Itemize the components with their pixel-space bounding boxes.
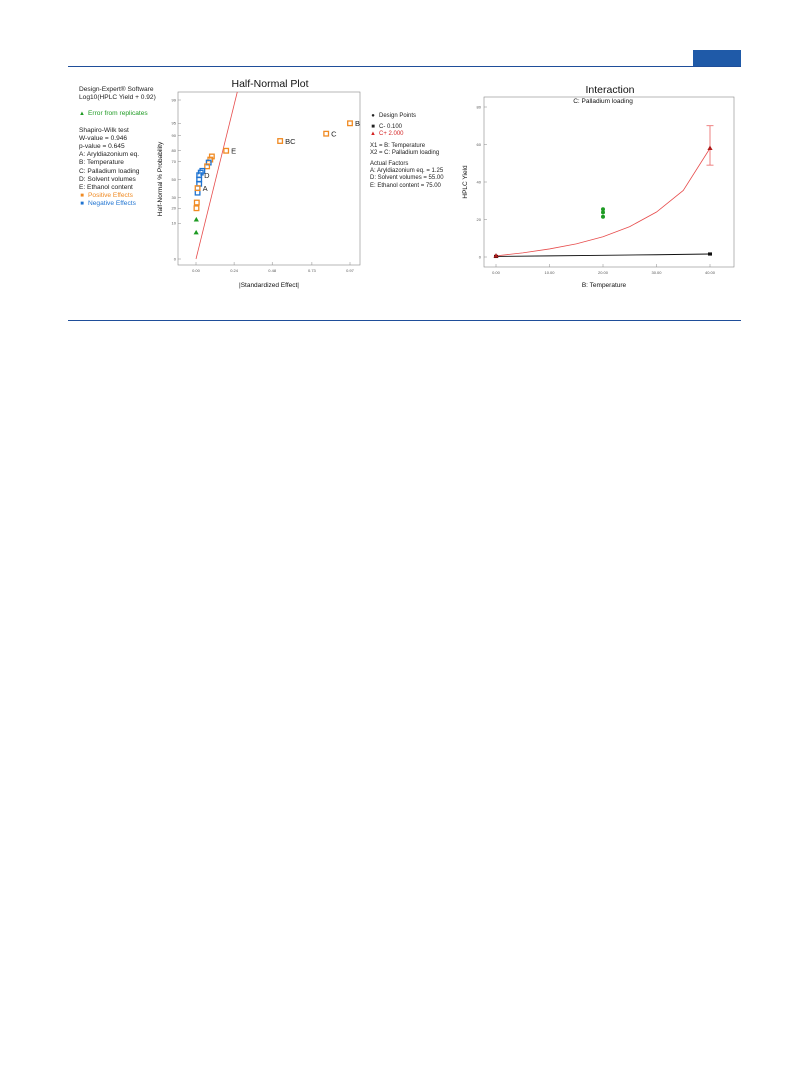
interaction-plot xyxy=(462,82,734,290)
half-normal-point-center xyxy=(196,202,198,204)
actual-e: E: Ethanol content = 75.00 xyxy=(370,182,441,189)
design-points-legend xyxy=(370,113,444,120)
interaction-y-tick-label: 80 xyxy=(476,104,481,110)
design-point-c-low xyxy=(708,252,712,255)
interaction-frame xyxy=(484,97,734,267)
software-label: Design-Expert® Software xyxy=(79,86,154,93)
interaction-x-tick-label: 40.00 xyxy=(704,270,716,275)
c-high-label: C+ 2.000 xyxy=(379,131,404,138)
half-normal-y-tick-label: 50 xyxy=(171,176,176,182)
design-point-center xyxy=(601,215,605,219)
series-line-c-high xyxy=(496,148,710,256)
x2-label: X2 = C: Palladium loading xyxy=(370,149,440,156)
negative-legend-label: Negative Effects xyxy=(88,200,136,208)
half-normal-y-tick-label: 95 xyxy=(171,120,176,126)
interaction-title: Interaction xyxy=(585,84,635,96)
interaction-y-tick-label: 20 xyxy=(476,216,481,222)
half-normal-point-bc-center xyxy=(279,140,281,142)
half-normal-point-label: D xyxy=(204,171,210,181)
half-normal-point-center xyxy=(197,192,199,194)
positive-legend-label: Positive Effects xyxy=(88,192,133,200)
half-normal-point-center xyxy=(195,207,197,209)
half-normal-point-b-center xyxy=(349,122,351,124)
half-normal-point-center xyxy=(208,162,210,164)
half-normal-point-e-center xyxy=(225,150,227,152)
square-marker-icon: ■ xyxy=(80,193,84,200)
half-normal-y-tick-label: 90 xyxy=(171,133,176,139)
actual-factors-title: Actual Factors xyxy=(370,161,409,168)
half-normal-point-center xyxy=(198,183,200,185)
interaction-x-label: B: Temperature xyxy=(581,282,627,289)
factor-d: D: Solvent volumes xyxy=(79,175,136,183)
half-normal-y-tick-label: 20 xyxy=(171,205,176,211)
interaction-x-tick-label: 30.00 xyxy=(651,270,662,275)
interaction-legend xyxy=(370,113,444,190)
interaction-lines xyxy=(496,126,714,257)
top-rule xyxy=(68,66,741,67)
c-low-label: C- 0.100 xyxy=(379,124,403,131)
interaction-y-tick-label: 60 xyxy=(476,141,481,147)
half-normal-point xyxy=(194,217,199,222)
half-normal-x-tick-label: 0.48 xyxy=(268,268,277,273)
half-normal-title: Half-Normal Plot xyxy=(231,78,309,90)
w-value: W-value = 0.946 xyxy=(79,134,128,142)
c-high-legend xyxy=(370,131,444,138)
half-normal-y-tick-label: 0 xyxy=(173,256,176,262)
half-normal-y-tick-label: 80 xyxy=(171,148,176,154)
interaction-x-tick-label: 0.00 xyxy=(492,270,500,275)
x1-label: X1 = B: Temperature xyxy=(370,142,426,149)
c-low-legend xyxy=(370,124,444,131)
half-normal-point-label: C xyxy=(331,129,337,139)
design-point-center xyxy=(601,210,605,214)
error-legend xyxy=(79,110,156,118)
half-normal-x-tick-label: 0.97 xyxy=(346,268,354,273)
half-normal-y-ticks xyxy=(172,97,181,261)
half-normal-point-label: B xyxy=(355,119,361,129)
interaction-y-label: HPLC Yield xyxy=(462,165,469,199)
half-normal-y-tick-label: 70 xyxy=(171,158,176,164)
info-panel xyxy=(79,86,156,209)
interaction-x-ticks xyxy=(492,264,716,275)
design-point-c-high xyxy=(707,145,712,150)
interaction-subtitle: C: Palladium loading xyxy=(573,98,633,105)
figure xyxy=(74,74,740,314)
half-normal-point xyxy=(194,230,199,235)
square-marker-icon: ■ xyxy=(80,201,84,208)
factor-b: B: Temperature xyxy=(79,159,124,167)
bottom-rule xyxy=(68,320,741,321)
positive-legend xyxy=(79,192,156,200)
half-normal-y-tick-label: 10 xyxy=(171,220,176,226)
interaction-x-tick-label: 20.00 xyxy=(597,270,609,275)
half-normal-y-label: Half-Normal % Probability xyxy=(157,141,164,217)
actual-a: A: Aryldiazonium eq. = 1.25 xyxy=(370,168,444,175)
actual-d: D: Solvent volumes = 55.00 xyxy=(370,175,444,182)
interaction-y-tick-label: 0 xyxy=(478,254,481,260)
interaction-y-tick-label: 40 xyxy=(476,179,481,185)
factor-a: A: Aryldiazonium eq. xyxy=(79,151,140,159)
dot-marker-icon: ● xyxy=(371,113,375,119)
triangle-marker-icon: ▲ xyxy=(79,111,85,118)
page-corner-tab xyxy=(693,50,741,66)
half-normal-point-center xyxy=(206,165,208,167)
response-label: Log10(HPLC Yield + 0.92) xyxy=(79,94,156,102)
half-normal-point-label: BC xyxy=(285,136,296,146)
half-normal-point-c-center xyxy=(325,133,327,135)
half-normal-x-tick-label: 0.24 xyxy=(230,268,239,273)
error-legend-label: Error from replicates xyxy=(88,110,148,118)
triangle-marker-icon: ▲ xyxy=(370,131,376,138)
half-normal-x-tick-label: 0.73 xyxy=(307,268,316,273)
half-normal-point-label: E xyxy=(231,146,237,156)
factor-c: C: Palladium loading xyxy=(79,167,140,175)
test-name: Shapiro-Wilk test xyxy=(79,126,129,134)
series-line-c-low xyxy=(496,254,710,256)
half-normal-point-a-center xyxy=(197,187,199,189)
half-normal-y-tick-label: 30 xyxy=(171,194,176,200)
negative-legend xyxy=(79,200,156,208)
half-normal-plot xyxy=(150,76,364,296)
half-normal-point-label: A xyxy=(202,183,208,193)
design-points-label: Design Points xyxy=(379,113,417,119)
half-normal-point-center xyxy=(198,179,200,181)
half-normal-y-tick-label: 99 xyxy=(171,97,176,103)
half-normal-point-d-center xyxy=(198,174,200,176)
half-normal-x-ticks xyxy=(192,262,355,273)
half-normal-x-tick-label: 0.00 xyxy=(192,268,200,273)
p-value: p-value = 0.645 xyxy=(79,143,125,151)
half-normal-x-label: |Standardized Effect| xyxy=(239,282,299,289)
interaction-y-ticks xyxy=(477,104,487,259)
half-normal-points xyxy=(194,119,360,234)
interaction-points xyxy=(493,145,712,258)
interaction-x-tick-label: 10.00 xyxy=(544,270,555,275)
factor-e: E: Ethanol content xyxy=(79,184,133,192)
square-marker-icon: ■ xyxy=(371,124,375,131)
